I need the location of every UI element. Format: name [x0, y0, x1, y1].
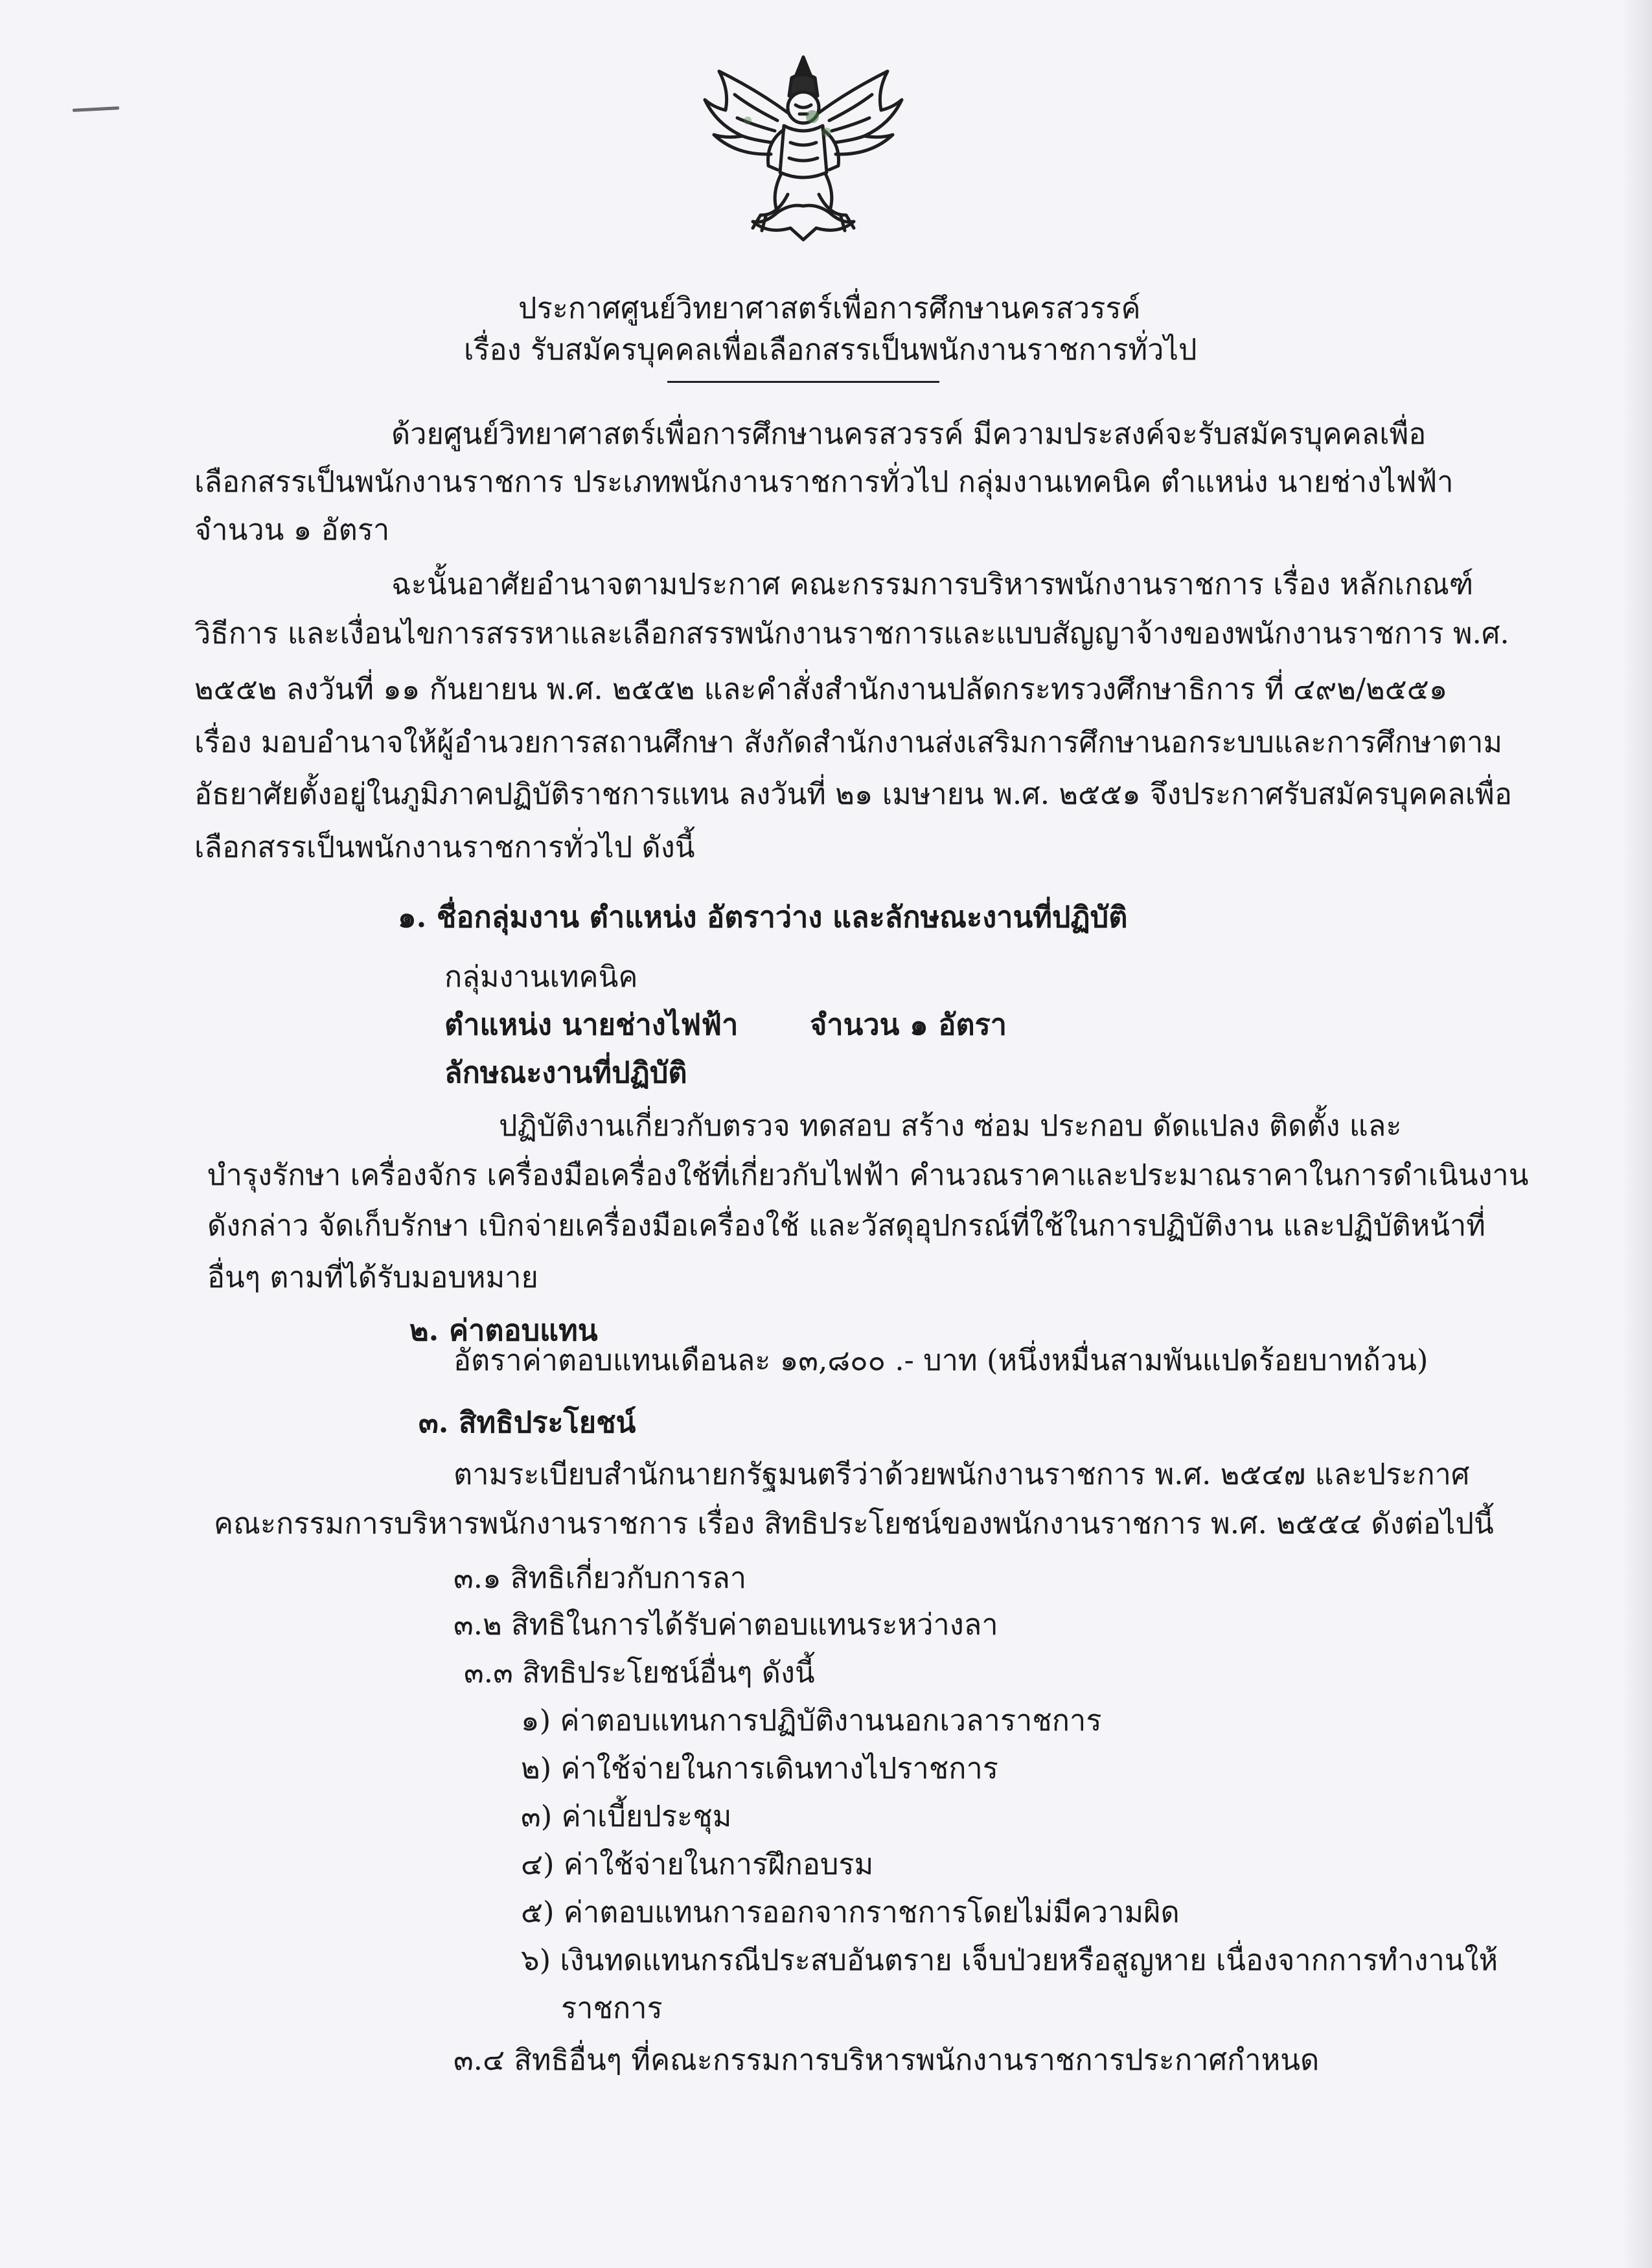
- benefit-item-4: ๓.๔ สิทธิอื่นๆ ที่คณะกรรมการบริหารพนักงานราชการประกาศกำหนด: [453, 2043, 1320, 2077]
- section-3-heading: ๓. สิทธิประโยชน์: [419, 1405, 636, 1439]
- authority-line-3: ๒๕๕๒ ลงวันที่ ๑๑ กันยายน พ.ศ. ๒๕๕๒ และคำสั่งสำนักงานปลัดกระทรวงศึกษาธิการ ที่ ๔๙๒/๒๕๕๑: [194, 672, 1448, 706]
- garuda-emblem-icon: [680, 45, 926, 259]
- authority-line-4: เรื่อง มอบอำนาจให้ผู้อำนวยการสถานศึกษา สังกัดสำนักงานส่งเสริมการศึกษานอกระบบและการศึกษาตาม: [194, 725, 1503, 759]
- authority-line-6: เลือกสรรเป็นพนักงานราชการทั่วไป ดังนี้: [194, 830, 695, 864]
- benefits-line-1: ตามระเบียบสำนักนายกรัฐมนตรีว่าด้วยพนักงานราชการ พ.ศ. ๒๕๔๗ และประกาศ: [453, 1457, 1470, 1491]
- benefit-subitem-4: ๔) ค่าใช้จ่ายในการฝึกอบรม: [521, 1847, 874, 1881]
- benefit-subitem-6: ๖) เงินทดแทนกรณีประสบอันตราย เจ็บป่วยหรือสูญหาย เนื่องจากการทำงานให้: [521, 1943, 1498, 1977]
- scan-edge-shadow: [1622, 0, 1652, 2268]
- section-1-heading: ๑. ชื่อกลุ่มงาน ตำแหน่ง อัตราว่าง และลักษณะงานที่ปฏิบัติ: [398, 900, 1128, 934]
- benefit-item-3: ๓.๓ สิทธิประโยชน์อื่นๆ ดังนี้: [464, 1655, 815, 1690]
- job-position: ตำแหน่ง นายช่างไฟฟ้า: [444, 1007, 739, 1042]
- authority-line-2: วิธีการ และเงื่อนไขการสรรหาและเลือกสรรพนักงานราชการและแบบสัญญาจ้างของพนักงานราชการ พ.ศ.: [194, 616, 1509, 650]
- benefit-item-1: ๓.๑ สิทธิเกี่ยวกับการลา: [453, 1561, 747, 1595]
- authority-line-1: ฉะนั้นอาศัยอำนาจตามประกาศ คณะกรรมการบริหารพนักงานราชการ เรื่อง หลักเกณฑ์: [391, 567, 1474, 601]
- duty-heading: ลักษณะงานที่ปฏิบัติ: [444, 1055, 687, 1090]
- benefit-subitem-6-cont: ราชการ: [561, 1991, 663, 2025]
- job-group: กลุ่มงานเทคนิค: [444, 959, 638, 994]
- announcement-title: ประกาศศูนย์วิทยาศาสตร์เพื่อการศึกษานครสวรรค์: [518, 291, 1141, 325]
- duty-line-4: อื่นๆ ตามที่ได้รับมอบหมาย: [207, 1260, 538, 1294]
- benefit-subitem-3: ๓) ค่าเบี้ยประชุม: [521, 1799, 732, 1833]
- subject-underline: [667, 381, 939, 383]
- compensation-line: อัตราค่าตอบแทนเดือนละ ๑๓,๘๐๐ .- บาท (หนึ่งหมื่นสามพันแปดร้อยบาทถ้วน): [453, 1343, 1428, 1377]
- scan-mark: [73, 106, 119, 112]
- intro-line-1: ด้วยศูนย์วิทยาศาสตร์เพื่อการศึกษานครสวรรค์ มีความประสงค์จะรับสมัครบุคคลเพื่อ: [391, 417, 1427, 451]
- benefit-item-2: ๓.๒ สิทธิในการได้รับค่าตอบแทนระหว่างลา: [453, 1607, 998, 1642]
- benefit-subitem-5: ๕) ค่าตอบแทนการออกจากราชการโดยไม่มีความผิด: [521, 1895, 1180, 1929]
- benefit-subitem-2: ๒) ค่าใช้จ่ายในการเดินทางไปราชการ: [521, 1751, 998, 1785]
- benefits-line-2: คณะกรรมการบริหารพนักงานราชการ เรื่อง สิทธิประโยชน์ของพนักงานราชการ พ.ศ. ๒๕๕๔ ดังต่อไปนี้: [214, 1506, 1494, 1541]
- duty-line-2: บำรุงรักษา เครื่องจักร เครื่องมือเครื่องใช้ที่เกี่ยวกับไฟฟ้า คำนวณราคาและประมาณราคาในการดำเนินงาน: [207, 1158, 1529, 1192]
- job-quota: จำนวน ๑ อัตรา: [810, 1007, 1007, 1042]
- intro-line-3: จำนวน ๑ อัตรา: [194, 512, 390, 547]
- authority-line-5: อัธยาศัยตั้งอยู่ในภูมิภาคปฏิบัติราชการแทน ลงวันที่ ๒๑ เมษายน พ.ศ. ๒๕๕๑ จึงประกาศรับสมัครบุคคลเพื่อ: [194, 777, 1512, 811]
- announcement-subject: เรื่อง รับสมัครบุคคลเพื่อเลือกสรรเป็นพนักงานราชการทั่วไป: [464, 332, 1197, 367]
- duty-line-1: ปฏิบัติงานเกี่ยวกับตรวจ ทดสอบ สร้าง ซ่อม ประกอบ ดัดแปลง ติดตั้ง และ: [499, 1108, 1402, 1143]
- benefit-subitem-1: ๑) ค่าตอบแทนการปฏิบัติงานนอกเวลาราชการ: [521, 1703, 1102, 1737]
- intro-line-2: เลือกสรรเป็นพนักงานราชการ ประเภทพนักงานราชการทั่วไป กลุ่มงานเทคนิค ตำแหน่ง นายช่างไฟฟ้า: [194, 464, 1454, 499]
- duty-line-3: ดังกล่าว จัดเก็บรักษา เบิกจ่ายเครื่องมือเครื่องใช้ และวัสดุอุปกรณ์ที่ใช้ในการปฏิบัติงาน และปฏิบัติหน้าที่: [207, 1208, 1486, 1243]
- section-2-heading: ๒. ค่าตอบแทน: [409, 1313, 598, 1347]
